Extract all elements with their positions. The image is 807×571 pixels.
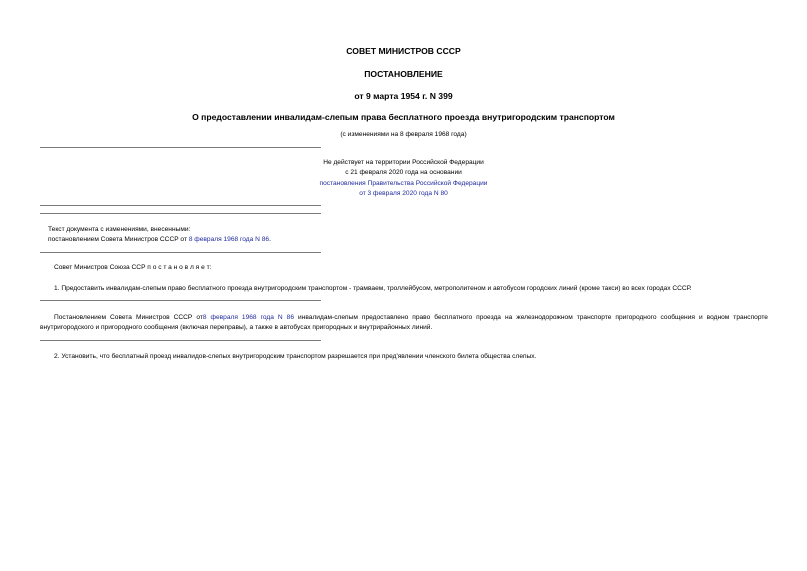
amended-by-prefix: постановлением Совета Министров СССР от [48,236,189,243]
amendments-note: (с изменениями на 8 февраля 1968 года) [340,131,467,138]
status-notice [0,158,807,200]
doc-title: О предоставлении инвалидам-слепым права бесплатного проезда внутригородским транспортом [192,112,615,122]
status-link-decree[interactable]: постановления Правительства Российской Федерации [319,179,488,187]
org-title: СОВЕТ МИНИСТРОВ СССР [346,46,461,56]
status-line-2: с 21 февраля 2020 года на основании [345,169,462,177]
note-prefix: Постановлением Совета Министров СССР от [54,314,203,321]
divider [40,205,321,206]
item-1: 1. Предоставить инвалидам-слепым право бесплатного проезда внутригородским транспортом - трамваем, троллейбусом, метрополитеном и автобусом городских линий (кроме такси) во всех городах СССР. [54,285,692,292]
note-paragraph [40,313,768,333]
note-link[interactable]: 8 февраля 1968 года N 86 [202,314,295,321]
status-link-date[interactable]: от 3 февраля 2020 года N 80 [359,190,448,198]
amended-by-suffix: . [269,236,271,243]
note-suffix: инвалидам-слепым предоставлено право бесплатного проезда на железнодорожном транспорте пригородного сообщения и водном транспорте внутригородского и пригородного сообщения (включая переправы), а также в автобусах пригородных и внутрирайонных линий. [40,314,768,331]
status-line-1: Не действует на территории Российской Федерации [323,159,484,166]
preamble: Совет Министров Союза ССР п о с т а н о в л я е т: [54,264,212,271]
amended-by-heading: Текст документа с изменениями, внесенными: [48,226,191,233]
amended-by [48,225,271,245]
divider [40,340,321,341]
divider [40,300,321,301]
divider [40,252,321,253]
divider [40,213,321,214]
amended-by-line [48,235,271,245]
doc-date-number: от 9 марта 1954 г. N 399 [354,91,453,101]
amended-by-link[interactable]: 8 февраля 1968 года N 86 [188,236,270,243]
divider [40,147,321,148]
doc-type: ПОСТАНОВЛЕНИЕ [364,69,443,79]
item-2: 2. Установить, что бесплатный проезд инвалидов-слепых внутригородским транспортом разрешается при пред'явлении членского билета общества слепых. [54,353,537,360]
